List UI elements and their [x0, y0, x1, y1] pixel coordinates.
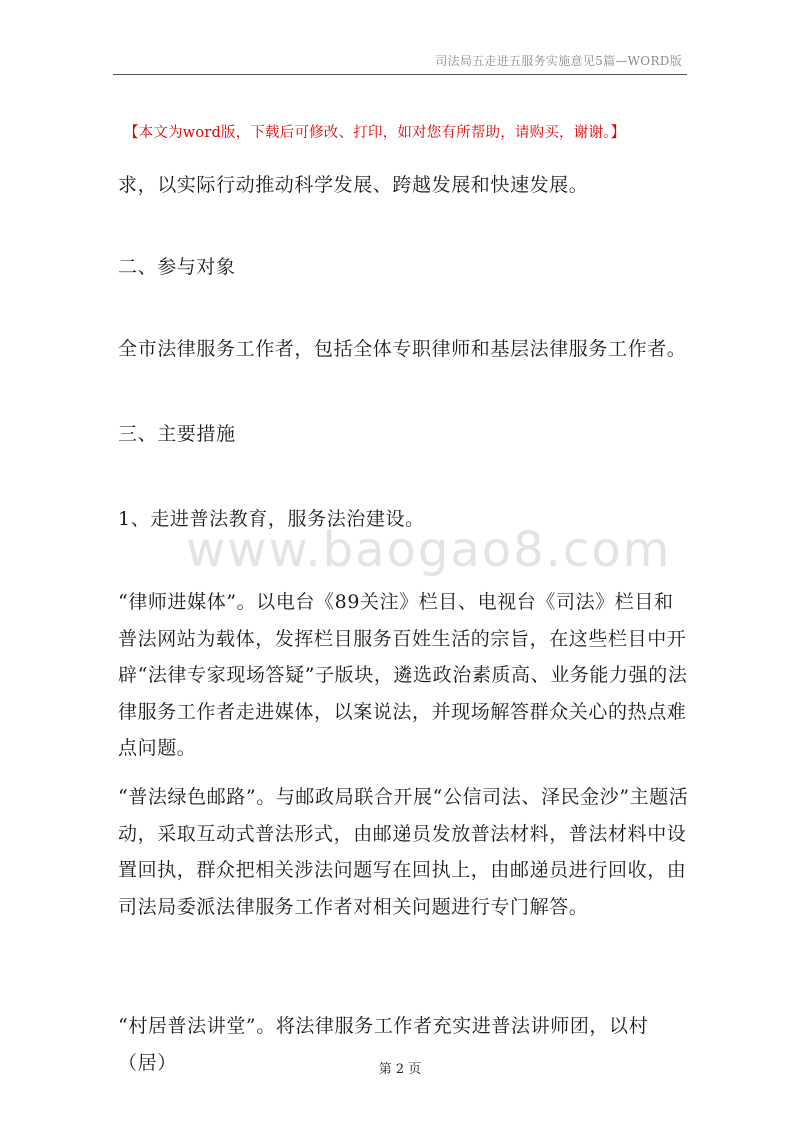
page-number: 第 2 页: [378, 1062, 422, 1077]
subheading-1: 1、走进普法教育，服务法治建设。: [118, 508, 425, 530]
download-notice: 【本文为word版，下载后可修改、打印，如对您有所帮助，请购买，谢谢。】: [124, 125, 626, 141]
paragraph-green-mail: “普法绿色邮路”。与邮政局联合开展“公信司法、泽民金沙”主题活动，采取互动式普法形式，由邮递员发放普法材料，普法材料中设置回执，群众把相关涉法问题写在回执上，由邮递员进行回收，由司法局委派法律服务工作者对相关问题进行专门解答。: [118, 786, 689, 918]
document-header-title: 司法局五走进五服务实施意见5篇—WORD版: [435, 54, 682, 68]
section-heading-measures: 三、主要措施: [118, 423, 236, 445]
paragraph-lawyers-media: “律师进媒体”。以电台《89关注》栏目、电视台《司法》栏目和普法网站为载体，发挥栏目服务百姓生活的宗旨，在这些栏目中开辟“法律专家现场答疑”子版块，遴选政治素质高、业务能力强的法律服务工作者走进媒体，以案说法，并现场解答群众关心的热点难点问题。: [118, 591, 688, 759]
paragraph-village-lecture: “村居普法讲堂”。将法律服务工作者充实进普法讲师团，以村（居）: [118, 1015, 649, 1074]
paragraph-1: 求，以实际行动推动科学发展、跨越发展和快速发展。: [118, 174, 589, 196]
header-divider: [113, 74, 687, 75]
paragraph-2: 全市法律服务工作者，包括全体专职律师和基层法律服务工作者。: [118, 338, 687, 360]
section-heading-participants: 二、参与对象: [118, 256, 236, 278]
watermark: www.baogao8.com: [186, 522, 672, 578]
